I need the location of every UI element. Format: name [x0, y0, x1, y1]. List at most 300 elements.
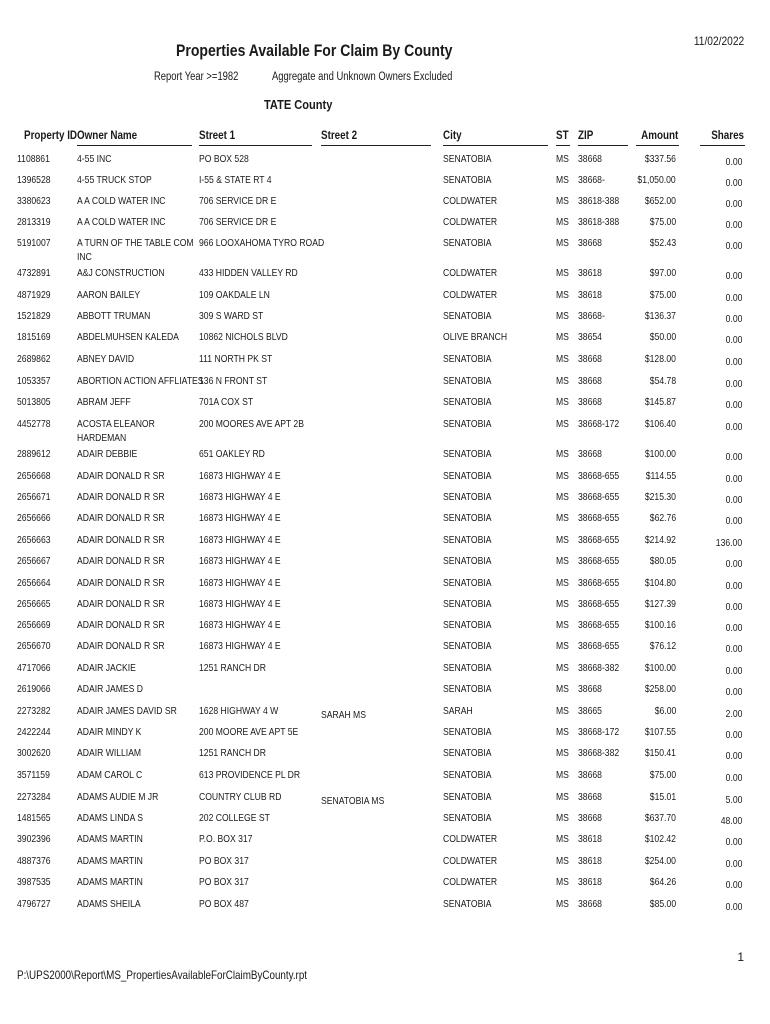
- owner-name-cell: ADAMS AUDIE M JR: [77, 791, 159, 803]
- zip-cell: 38668: [578, 375, 602, 387]
- amount-cell: $254.00: [644, 855, 676, 867]
- amount-cell: $150.41: [644, 747, 676, 759]
- report-file-path: P:\UPS2000\Report\MS_PropertiesAvailableForClaimByCounty.rpt: [17, 968, 308, 982]
- state-cell: MS: [556, 619, 569, 631]
- zip-cell: 38668: [578, 448, 602, 460]
- street1-cell: COUNTRY CLUB RD: [199, 791, 282, 803]
- city-cell: COLDWATER: [443, 267, 498, 279]
- property-id-cell: 2273284: [17, 791, 51, 803]
- shares-cell: 0.00: [725, 858, 742, 870]
- city-cell: SENATOBIA: [443, 448, 492, 460]
- zip-cell: 38668: [578, 353, 602, 365]
- table-row: [0, 682, 770, 702]
- property-id-cell: 4796727: [17, 898, 51, 910]
- street1-cell: 613 PROVIDENCE PL DR: [199, 769, 301, 781]
- owner-name-cell: ADAMS MARTIN: [77, 833, 143, 845]
- shares-cell: 0.00: [725, 292, 742, 304]
- property-id-cell: 1481565: [17, 812, 51, 824]
- shares-cell: 0.00: [725, 378, 742, 390]
- city-cell: SENATOBIA: [443, 640, 492, 652]
- owner-name-cell: ADAIR DONALD R SR: [77, 640, 165, 652]
- shares-cell: 0.00: [725, 901, 742, 913]
- table-row: [0, 352, 770, 372]
- owner-name-cell: ADAIR JACKIE: [77, 662, 136, 674]
- owner-name-continued-cell: HARDEMAN: [77, 432, 127, 444]
- owner-name-cell: ADAMS SHEILA: [77, 898, 141, 910]
- city-cell: SENATOBIA: [443, 512, 492, 524]
- report-year-filter: Report Year >=1982: [154, 71, 239, 83]
- owner-name-cell: ADAIR DONALD R SR: [77, 598, 165, 610]
- amount-cell: $76.12: [649, 640, 676, 652]
- page-number: 1: [737, 950, 744, 964]
- shares-cell: 0.00: [725, 177, 742, 189]
- state-cell: MS: [556, 577, 569, 589]
- state-cell: MS: [556, 683, 569, 695]
- amount-cell: $258.00: [644, 683, 676, 695]
- zip-cell: 38668: [578, 153, 602, 165]
- state-cell: MS: [556, 396, 569, 408]
- state-cell: MS: [556, 705, 569, 717]
- zip-cell: 38618: [578, 289, 602, 301]
- table-row: [0, 215, 770, 235]
- property-id-cell: 3002620: [17, 747, 51, 759]
- table-row: [0, 309, 770, 329]
- owner-name-cell: ACOSTA ELEANOR: [77, 418, 155, 430]
- city-cell: SENATOBIA: [443, 237, 492, 249]
- owner-name-cell: ADAIR DONALD R SR: [77, 534, 165, 546]
- state-cell: MS: [556, 898, 569, 910]
- state-cell: MS: [556, 534, 569, 546]
- owner-name-cell: A&J CONSTRUCTION: [77, 267, 165, 279]
- table-row: [0, 597, 770, 617]
- city-cell: SENATOBIA: [443, 791, 492, 803]
- street1-cell: 111 NORTH PK ST: [199, 353, 273, 365]
- zip-cell: 38668: [578, 898, 602, 910]
- amount-cell: $100.16: [644, 619, 676, 631]
- amount-cell: $80.05: [649, 555, 676, 567]
- city-cell: SENATOBIA: [443, 375, 492, 387]
- amount-cell: $102.42: [644, 833, 676, 845]
- shares-cell: 0.00: [725, 515, 742, 527]
- table-row: [0, 704, 770, 724]
- table-row: [0, 173, 770, 193]
- city-cell: SENATOBIA: [443, 534, 492, 546]
- zip-cell: 38665: [578, 705, 602, 717]
- shares-cell: 0.00: [725, 399, 742, 411]
- city-cell: SENATOBIA: [443, 174, 492, 186]
- owner-name-cell: ADAMS MARTIN: [77, 876, 143, 888]
- property-id-cell: 1053357: [17, 375, 51, 387]
- street1-cell: 1251 RANCH DR: [199, 747, 266, 759]
- table-row: [0, 661, 770, 681]
- state-cell: MS: [556, 153, 569, 165]
- col-header-street2: Street 2: [321, 128, 358, 142]
- table-row: [0, 511, 770, 531]
- street1-cell: PO BOX 317: [199, 855, 249, 867]
- city-cell: COLDWATER: [443, 289, 498, 301]
- property-id-cell: 2656666: [17, 512, 51, 524]
- state-cell: MS: [556, 747, 569, 759]
- property-id-cell: 5191007: [17, 237, 51, 249]
- city-cell: SENATOBIA: [443, 555, 492, 567]
- zip-cell: 38668: [578, 791, 602, 803]
- table-row: [0, 554, 770, 574]
- state-cell: MS: [556, 662, 569, 674]
- owner-name-cell: ADAIR WILLIAM: [77, 747, 142, 759]
- table-row: [0, 897, 770, 917]
- zip-cell: 38668: [578, 683, 602, 695]
- shares-cell: 0.00: [725, 879, 742, 891]
- owner-name-cell: ADAIR DONALD R SR: [77, 491, 165, 503]
- street1-cell: 136 N FRONT ST: [199, 375, 268, 387]
- property-id-cell: 4717066: [17, 662, 51, 674]
- amount-cell: $54.78: [649, 375, 676, 387]
- street1-cell: 433 HIDDEN VALLEY RD: [199, 267, 298, 279]
- owner-name-cell: ADAM CAROL C: [77, 769, 143, 781]
- street1-cell: 1628 HIGHWAY 4 W: [199, 705, 279, 717]
- table-row: [0, 639, 770, 659]
- owner-name-cell: ABRAM JEFF: [77, 396, 131, 408]
- zip-cell: 38668: [578, 812, 602, 824]
- state-cell: MS: [556, 470, 569, 482]
- report-title: Properties Available For Claim By County: [176, 42, 453, 60]
- city-cell: SENATOBIA: [443, 353, 492, 365]
- property-id-cell: 2422244: [17, 726, 51, 738]
- state-cell: MS: [556, 331, 569, 343]
- zip-cell: 38668-655: [578, 577, 620, 589]
- owner-name-cell: ADAIR DONALD R SR: [77, 555, 165, 567]
- shares-cell: 2.00: [725, 708, 742, 720]
- zip-cell: 38668-655: [578, 555, 620, 567]
- table-row: [0, 746, 770, 766]
- owner-name-cell: ADAIR DEBBIE: [77, 448, 138, 460]
- table-row: [0, 330, 770, 350]
- owner-name-cell: 4-55 TRUCK STOP: [77, 174, 152, 186]
- state-cell: MS: [556, 375, 569, 387]
- owner-name-cell: AARON BAILEY: [77, 289, 141, 301]
- table-row: [0, 790, 770, 810]
- shares-cell: 0.00: [725, 665, 742, 677]
- shares-cell: 0.00: [725, 473, 742, 485]
- amount-cell: $100.00: [644, 662, 676, 674]
- street1-cell: I-55 & STATE RT 4: [199, 174, 272, 186]
- owner-name-cell: ADAIR DONALD R SR: [77, 577, 165, 589]
- city-cell: COLDWATER: [443, 195, 498, 207]
- city-cell: SENATOBIA: [443, 153, 492, 165]
- street1-cell: 966 LOOXAHOMA TYRO ROAD: [199, 237, 325, 249]
- property-id-cell: 2813319: [17, 216, 51, 228]
- zip-cell: 38668-382: [578, 662, 620, 674]
- shares-cell: 0.00: [725, 729, 742, 741]
- shares-cell: 0.00: [725, 494, 742, 506]
- state-cell: MS: [556, 726, 569, 738]
- table-row: [0, 533, 770, 553]
- owner-name-cell: ADAIR MINDY K: [77, 726, 142, 738]
- shares-cell: 0.00: [725, 240, 742, 252]
- amount-cell: $128.00: [644, 353, 676, 365]
- street1-cell: 16873 HIGHWAY 4 E: [199, 555, 281, 567]
- amount-cell: $52.43: [649, 237, 676, 249]
- property-id-cell: 1815169: [17, 331, 51, 343]
- city-cell: SENATOBIA: [443, 726, 492, 738]
- shares-cell: 0.00: [725, 156, 742, 168]
- state-cell: MS: [556, 353, 569, 365]
- street1-cell: P.O. BOX 317: [199, 833, 253, 845]
- table-row: [0, 417, 770, 444]
- zip-cell: 38668: [578, 237, 602, 249]
- property-id-cell: 2656663: [17, 534, 51, 546]
- city-cell: COLDWATER: [443, 855, 498, 867]
- col-header-street1: Street 1: [199, 128, 236, 142]
- street1-cell: 200 MOORES AVE APT 2B: [199, 418, 304, 430]
- city-cell: COLDWATER: [443, 833, 498, 845]
- state-cell: MS: [556, 833, 569, 845]
- property-id-cell: 2656667: [17, 555, 51, 567]
- zip-cell: 38668-655: [578, 491, 620, 503]
- state-cell: MS: [556, 640, 569, 652]
- amount-cell: $214.92: [644, 534, 676, 546]
- zip-cell: 38668: [578, 396, 602, 408]
- table-row: [0, 447, 770, 467]
- owner-name-cell: ABDELMUHSEN KALEDA: [77, 331, 179, 343]
- property-id-cell: 3902396: [17, 833, 51, 845]
- street1-cell: 109 OAKDALE LN: [199, 289, 270, 301]
- city-cell: SENATOBIA: [443, 683, 492, 695]
- property-id-cell: 4871929: [17, 289, 51, 301]
- city-cell: SENATOBIA: [443, 418, 492, 430]
- amount-cell: $127.39: [644, 598, 676, 610]
- property-id-cell: 2656664: [17, 577, 51, 589]
- street1-cell: 706 SERVICE DR E: [199, 216, 277, 228]
- col-header-property-id: Property ID: [24, 128, 78, 142]
- street1-cell: 10862 NICHOLS BLVD: [199, 331, 288, 343]
- property-id-cell: 2273282: [17, 705, 51, 717]
- property-id-cell: 2619066: [17, 683, 51, 695]
- city-cell: SENATOBIA: [443, 491, 492, 503]
- street1-cell: 16873 HIGHWAY 4 E: [199, 512, 281, 524]
- property-id-cell: 3571159: [17, 769, 50, 781]
- report-date: 11/02/2022: [693, 34, 744, 48]
- table-row: [0, 618, 770, 638]
- shares-cell: 0.00: [725, 836, 742, 848]
- table-row: [0, 768, 770, 788]
- city-cell: SENATOBIA: [443, 310, 492, 322]
- street1-cell: PO BOX 317: [199, 876, 249, 888]
- table-row: [0, 236, 770, 263]
- table-row: [0, 875, 770, 895]
- property-id-cell: 5013805: [17, 396, 51, 408]
- amount-cell: $637.70: [644, 812, 676, 824]
- shares-cell: 0.00: [725, 772, 742, 784]
- city-cell: OLIVE BRANCH: [443, 331, 508, 343]
- amount-cell: $62.76: [649, 512, 676, 524]
- owner-name-cell: ABORTION ACTION AFFLIATES: [77, 375, 204, 387]
- zip-cell: 38654: [578, 331, 602, 343]
- property-id-cell: 2689862: [17, 353, 51, 365]
- shares-cell: 0.00: [725, 643, 742, 655]
- amount-cell: $145.87: [644, 396, 676, 408]
- state-cell: MS: [556, 491, 569, 503]
- shares-cell: 0.00: [725, 198, 742, 210]
- owner-name-cell: ADAIR DONALD R SR: [77, 512, 165, 524]
- state-cell: MS: [556, 555, 569, 567]
- zip-cell: 38668-: [578, 174, 605, 186]
- street1-cell: 16873 HIGHWAY 4 E: [199, 640, 281, 652]
- zip-cell: 38618: [578, 833, 602, 845]
- shares-cell: 0.00: [725, 601, 742, 613]
- amount-cell: $15.01: [649, 791, 676, 803]
- amount-cell: $106.40: [644, 418, 676, 430]
- amount-cell: $1,050.00: [637, 174, 676, 186]
- street1-cell: 1251 RANCH DR: [199, 662, 266, 674]
- state-cell: MS: [556, 267, 569, 279]
- state-cell: MS: [556, 791, 569, 803]
- zip-cell: 38668-655: [578, 640, 620, 652]
- state-cell: MS: [556, 418, 569, 430]
- city-cell: SARAH: [443, 705, 473, 717]
- table-row: [0, 490, 770, 510]
- owner-name-cell: ABNEY DAVID: [77, 353, 135, 365]
- state-cell: MS: [556, 448, 569, 460]
- property-id-cell: 2656671: [17, 491, 51, 503]
- owner-name-cell: ADAIR JAMES D: [77, 683, 144, 695]
- shares-cell: 0.00: [725, 622, 742, 634]
- shares-cell: 5.00: [725, 794, 742, 806]
- amount-cell: $75.00: [649, 289, 676, 301]
- table-row: [0, 576, 770, 596]
- owner-name-continued-cell: INC: [77, 251, 92, 263]
- col-header-owner-name: Owner Name: [77, 128, 138, 142]
- amount-cell: $114.55: [645, 470, 676, 482]
- shares-cell: 0.00: [725, 451, 742, 463]
- zip-cell: 38668-655: [578, 534, 620, 546]
- state-cell: MS: [556, 174, 569, 186]
- shares-cell: 0.00: [725, 421, 742, 433]
- state-cell: MS: [556, 289, 569, 301]
- property-id-cell: 1521829: [17, 310, 51, 322]
- state-cell: MS: [556, 876, 569, 888]
- street1-cell: 706 SERVICE DR E: [199, 195, 277, 207]
- col-header-st: ST: [556, 128, 569, 142]
- city-cell: SENATOBIA: [443, 898, 492, 910]
- street1-cell: 202 COLLEGE ST: [199, 812, 270, 824]
- exclusion-note: Aggregate and Unknown Owners Excluded: [272, 71, 453, 83]
- owner-name-cell: 4-55 INC: [77, 153, 112, 165]
- state-cell: MS: [556, 237, 569, 249]
- zip-cell: 38618: [578, 855, 602, 867]
- property-id-cell: 2656670: [17, 640, 51, 652]
- property-id-cell: 2656665: [17, 598, 51, 610]
- amount-cell: $100.00: [644, 448, 676, 460]
- state-cell: MS: [556, 195, 569, 207]
- amount-cell: $75.00: [649, 216, 676, 228]
- shares-cell: 0.00: [725, 750, 742, 762]
- property-id-cell: 4887376: [17, 855, 51, 867]
- state-cell: MS: [556, 769, 569, 781]
- amount-cell: $97.00: [649, 267, 676, 279]
- shares-cell: 0.00: [725, 313, 742, 325]
- shares-cell: 0.00: [725, 219, 742, 231]
- shares-cell: 0.00: [725, 558, 742, 570]
- property-id-cell: 3380623: [17, 195, 51, 207]
- col-header-shares: Shares: [711, 128, 744, 142]
- street1-cell: 309 S WARD ST: [199, 310, 264, 322]
- amount-cell: $64.26: [649, 876, 676, 888]
- street1-cell: 651 OAKLEY RD: [199, 448, 265, 460]
- state-cell: MS: [556, 216, 569, 228]
- col-header-city: City: [443, 128, 462, 142]
- street1-cell: 16873 HIGHWAY 4 E: [199, 470, 281, 482]
- property-id-cell: 3987535: [17, 876, 51, 888]
- city-cell: COLDWATER: [443, 216, 498, 228]
- city-cell: SENATOBIA: [443, 769, 492, 781]
- owner-name-cell: ADAIR JAMES DAVID SR: [77, 705, 177, 717]
- table-row: [0, 469, 770, 489]
- owner-name-cell: ADAIR DONALD R SR: [77, 619, 165, 631]
- table-row: [0, 811, 770, 831]
- owner-name-cell: ADAMS MARTIN: [77, 855, 143, 867]
- zip-cell: 38668-382: [578, 747, 620, 759]
- zip-cell: 38668-172: [578, 726, 620, 738]
- city-cell: SENATOBIA: [443, 598, 492, 610]
- city-cell: SENATOBIA: [443, 396, 492, 408]
- owner-name-cell: ADAMS LINDA S: [77, 812, 144, 824]
- table-row: [0, 725, 770, 745]
- state-cell: MS: [556, 512, 569, 524]
- amount-cell: $50.00: [649, 331, 676, 343]
- zip-cell: 38668: [578, 769, 602, 781]
- amount-cell: $85.00: [649, 898, 676, 910]
- zip-cell: 38668-655: [578, 619, 620, 631]
- zip-cell: 38668-655: [578, 598, 620, 610]
- owner-name-cell: A A COLD WATER INC: [77, 216, 166, 228]
- city-cell: SENATOBIA: [443, 577, 492, 589]
- property-id-cell: 2889612: [17, 448, 51, 460]
- zip-cell: 38668-: [578, 310, 605, 322]
- amount-cell: $652.00: [644, 195, 676, 207]
- property-id-cell: 2656669: [17, 619, 51, 631]
- street2-cell: SARAH MS: [321, 709, 366, 721]
- zip-cell: 38618-388: [578, 216, 620, 228]
- shares-cell: 136.00: [715, 537, 742, 549]
- table-row: [0, 854, 770, 874]
- state-cell: MS: [556, 855, 569, 867]
- street1-cell: 16873 HIGHWAY 4 E: [199, 491, 281, 503]
- street1-cell: 200 MOORE AVE APT 5E: [199, 726, 299, 738]
- table-row: [0, 374, 770, 394]
- table-row: [0, 832, 770, 852]
- owner-name-cell: ADAIR DONALD R SR: [77, 470, 165, 482]
- table-row: [0, 194, 770, 214]
- county-heading: TATE County: [264, 97, 333, 112]
- owner-name-cell: A A COLD WATER INC: [77, 195, 166, 207]
- amount-cell: $6.00: [654, 705, 676, 717]
- shares-cell: 0.00: [725, 334, 742, 346]
- col-header-zip: ZIP: [578, 128, 594, 142]
- col-header-amount: Amount: [640, 128, 678, 142]
- property-id-cell: 1396528: [17, 174, 51, 186]
- zip-cell: 38618: [578, 876, 602, 888]
- zip-cell: 38668-655: [578, 470, 620, 482]
- shares-cell: 48.00: [720, 815, 742, 827]
- state-cell: MS: [556, 310, 569, 322]
- city-cell: SENATOBIA: [443, 812, 492, 824]
- zip-cell: 38668-655: [578, 512, 620, 524]
- amount-cell: $136.37: [644, 310, 676, 322]
- street1-cell: 701A COX ST: [199, 396, 254, 408]
- owner-name-cell: A TURN OF THE TABLE COM: [77, 237, 194, 249]
- owner-name-cell: ABBOTT TRUMAN: [77, 310, 151, 322]
